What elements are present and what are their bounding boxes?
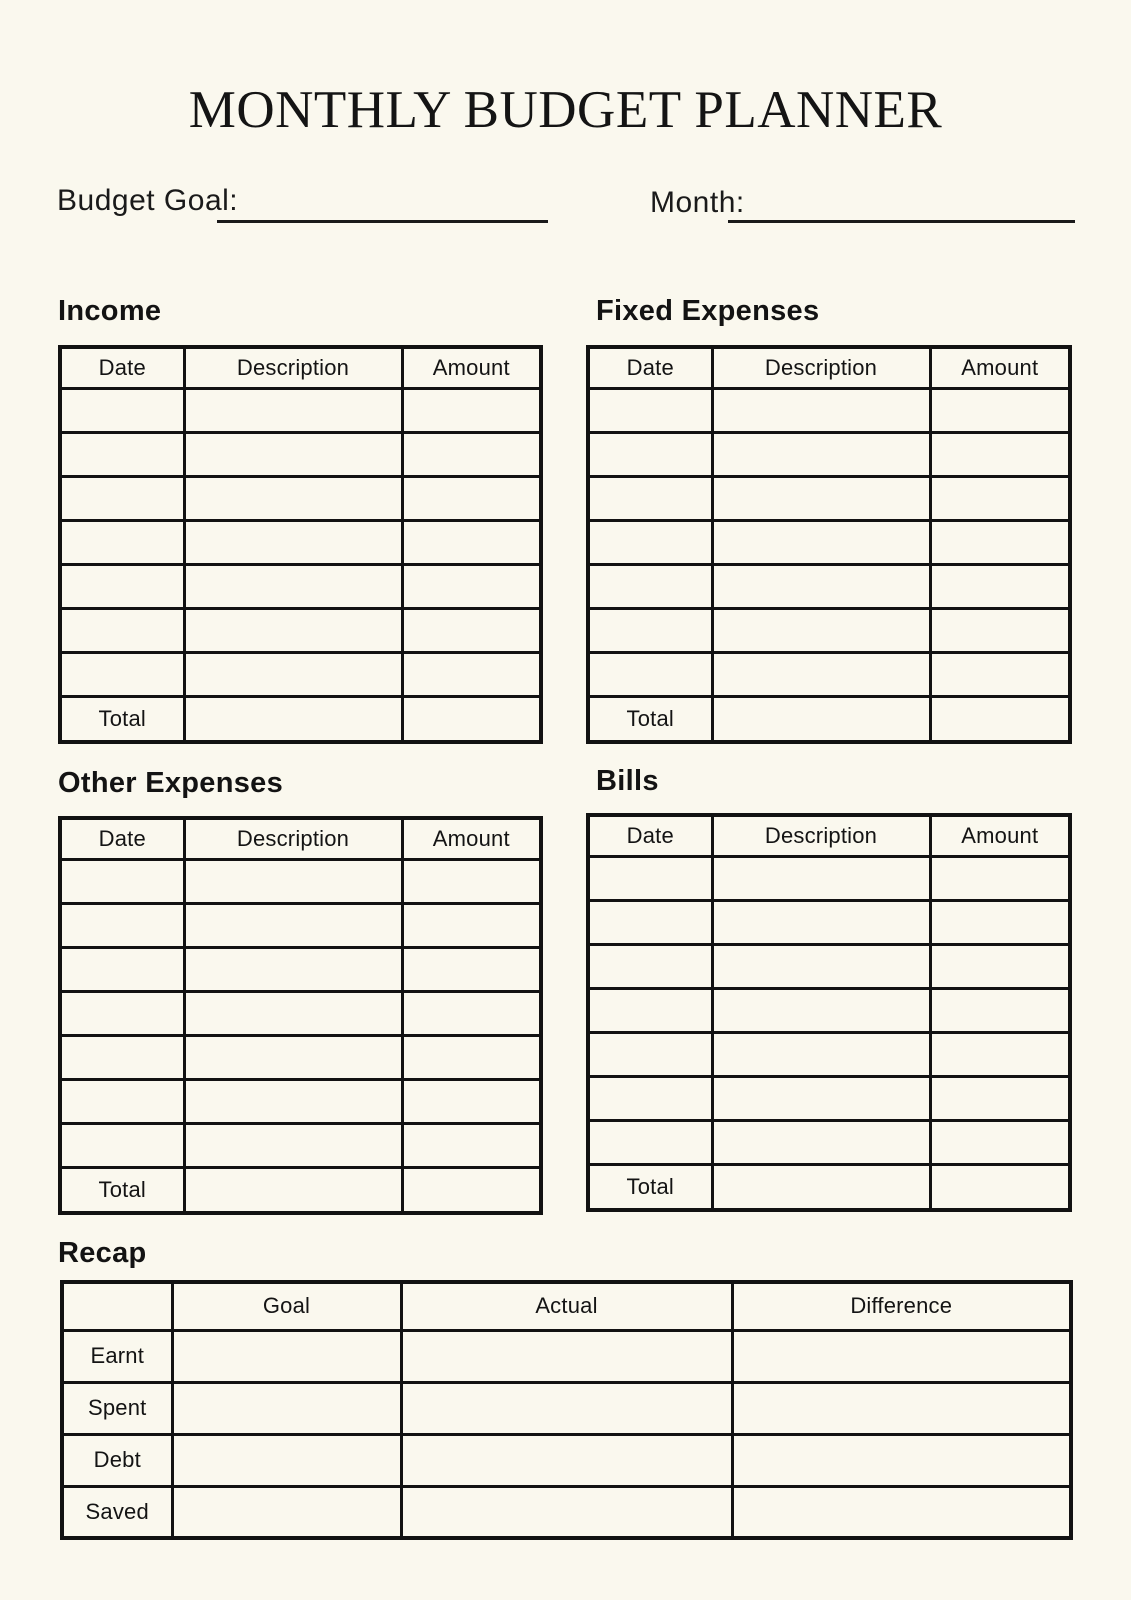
recap-corner-cell xyxy=(62,1282,172,1330)
income-col-description: Description xyxy=(184,347,402,388)
section-heading-bills: Bills xyxy=(596,765,659,797)
blank-cell xyxy=(588,944,712,988)
blank-cell xyxy=(184,903,402,947)
income-blank-row xyxy=(60,520,541,564)
blank-cell xyxy=(402,903,541,947)
blank-cell xyxy=(712,696,930,742)
recap-row-earnt xyxy=(62,1330,1071,1382)
blank-cell xyxy=(712,1164,930,1210)
section-heading-income: Income xyxy=(58,295,162,327)
bills-header-row xyxy=(588,815,1070,856)
fixed-expenses-col-amount: Amount xyxy=(930,347,1070,388)
blank-cell xyxy=(930,476,1070,520)
blank-cell xyxy=(60,859,184,903)
recap-row-label-earnt: Earnt xyxy=(62,1330,172,1382)
blank-cell xyxy=(588,1032,712,1076)
other-expenses-col-date: Date xyxy=(60,818,184,859)
other-expenses-blank-row xyxy=(60,991,541,1035)
blank-cell xyxy=(402,696,541,742)
other-expenses-total-label: Total xyxy=(60,1167,184,1213)
blank-cell xyxy=(712,476,930,520)
other-expenses-blank-row xyxy=(60,1123,541,1167)
blank-cell xyxy=(60,991,184,1035)
income-table xyxy=(58,345,543,744)
recap-table xyxy=(60,1280,1073,1540)
bills-blank-row xyxy=(588,1120,1070,1164)
blank-cell xyxy=(930,856,1070,900)
bills-blank-row xyxy=(588,944,1070,988)
blank-cell xyxy=(930,1076,1070,1120)
blank-cell xyxy=(712,520,930,564)
blank-cell xyxy=(402,1079,541,1123)
fixed-expenses-col-date: Date xyxy=(588,347,712,388)
recap-header-row xyxy=(62,1282,1071,1330)
other-expenses-blank-row xyxy=(60,903,541,947)
other-expenses-col-description: Description xyxy=(184,818,402,859)
bills-total-label: Total xyxy=(588,1164,712,1210)
blank-cell xyxy=(588,388,712,432)
other-expenses-blank-row xyxy=(60,1079,541,1123)
blank-cell xyxy=(402,1167,541,1213)
blank-cell xyxy=(930,1120,1070,1164)
blank-cell xyxy=(172,1434,401,1486)
blank-cell xyxy=(60,432,184,476)
blank-cell xyxy=(402,652,541,696)
income-total-row xyxy=(60,696,541,742)
blank-cell xyxy=(402,520,541,564)
blank-cell xyxy=(712,432,930,476)
blank-cell xyxy=(402,476,541,520)
blank-cell xyxy=(60,520,184,564)
blank-cell xyxy=(402,388,541,432)
blank-cell xyxy=(588,856,712,900)
blank-cell xyxy=(732,1382,1071,1434)
blank-cell xyxy=(60,476,184,520)
fixed-expenses-blank-row xyxy=(588,432,1070,476)
blank-cell xyxy=(402,564,541,608)
recap-col-difference: Difference xyxy=(732,1282,1071,1330)
fixed-expenses-blank-row xyxy=(588,520,1070,564)
income-blank-row xyxy=(60,476,541,520)
fixed-expenses-table xyxy=(586,345,1072,744)
income-col-date: Date xyxy=(60,347,184,388)
blank-cell xyxy=(712,944,930,988)
blank-cell xyxy=(184,991,402,1035)
blank-cell xyxy=(401,1434,732,1486)
section-heading-recap: Recap xyxy=(58,1237,147,1269)
income-blank-row xyxy=(60,564,541,608)
blank-cell xyxy=(732,1486,1071,1538)
budget-goal-blank-line xyxy=(217,220,548,223)
blank-cell xyxy=(60,1123,184,1167)
blank-cell xyxy=(172,1330,401,1382)
blank-cell xyxy=(930,1032,1070,1076)
blank-cell xyxy=(184,652,402,696)
page-title: MONTHLY BUDGET PLANNER xyxy=(188,81,943,139)
month-blank-line xyxy=(728,220,1075,223)
income-header-row xyxy=(60,347,541,388)
recap-row-saved xyxy=(62,1486,1071,1538)
blank-cell xyxy=(184,564,402,608)
income-col-amount: Amount xyxy=(402,347,541,388)
blank-cell xyxy=(712,988,930,1032)
blank-cell xyxy=(930,432,1070,476)
bills-table xyxy=(586,813,1072,1212)
income-blank-row xyxy=(60,652,541,696)
other-expenses-col-amount: Amount xyxy=(402,818,541,859)
blank-cell xyxy=(588,432,712,476)
fixed-expenses-blank-row xyxy=(588,388,1070,432)
blank-cell xyxy=(184,432,402,476)
bills-total-row xyxy=(588,1164,1070,1210)
blank-cell xyxy=(60,1079,184,1123)
blank-cell xyxy=(402,859,541,903)
blank-cell xyxy=(60,903,184,947)
blank-cell xyxy=(930,696,1070,742)
income-total-label: Total xyxy=(60,696,184,742)
blank-cell xyxy=(184,520,402,564)
fixed-expenses-blank-row xyxy=(588,564,1070,608)
section-heading-fixed-expenses: Fixed Expenses xyxy=(596,295,820,327)
fixed-expenses-col-description: Description xyxy=(712,347,930,388)
bills-col-amount: Amount xyxy=(930,815,1070,856)
blank-cell xyxy=(402,608,541,652)
blank-cell xyxy=(712,608,930,652)
blank-cell xyxy=(930,988,1070,1032)
bills-col-description: Description xyxy=(712,815,930,856)
other-expenses-blank-row xyxy=(60,859,541,903)
blank-cell xyxy=(930,564,1070,608)
blank-cell xyxy=(588,652,712,696)
recap-row-label-debt: Debt xyxy=(62,1434,172,1486)
blank-cell xyxy=(930,944,1070,988)
fixed-expenses-blank-row xyxy=(588,608,1070,652)
fixed-expenses-blank-row xyxy=(588,652,1070,696)
blank-cell xyxy=(402,947,541,991)
fixed-expenses-blank-row xyxy=(588,476,1070,520)
blank-cell xyxy=(732,1434,1071,1486)
budget-goal-label: Budget Goal: xyxy=(57,184,239,217)
blank-cell xyxy=(184,696,402,742)
blank-cell xyxy=(60,388,184,432)
blank-cell xyxy=(60,564,184,608)
blank-cell xyxy=(184,476,402,520)
blank-cell xyxy=(712,388,930,432)
recap-row-debt xyxy=(62,1434,1071,1486)
other-expenses-table xyxy=(58,816,543,1215)
blank-cell xyxy=(930,900,1070,944)
recap-row-label-spent: Spent xyxy=(62,1382,172,1434)
blank-cell xyxy=(588,988,712,1032)
blank-cell xyxy=(588,476,712,520)
recap-row-spent xyxy=(62,1382,1071,1434)
blank-cell xyxy=(930,388,1070,432)
blank-cell xyxy=(588,1076,712,1120)
fixed-expenses-total-row xyxy=(588,696,1070,742)
blank-cell xyxy=(712,1120,930,1164)
blank-cell xyxy=(184,859,402,903)
recap-row-label-saved: Saved xyxy=(62,1486,172,1538)
blank-cell xyxy=(588,900,712,944)
blank-cell xyxy=(732,1330,1071,1382)
blank-cell xyxy=(930,520,1070,564)
income-blank-row xyxy=(60,608,541,652)
blank-cell xyxy=(588,1120,712,1164)
blank-cell xyxy=(172,1486,401,1538)
blank-cell xyxy=(60,652,184,696)
blank-cell xyxy=(712,652,930,696)
blank-cell xyxy=(588,520,712,564)
blank-cell xyxy=(930,608,1070,652)
blank-cell xyxy=(401,1330,732,1382)
recap-col-goal: Goal xyxy=(172,1282,401,1330)
blank-cell xyxy=(712,1032,930,1076)
blank-cell xyxy=(712,856,930,900)
fixed-expenses-header-row xyxy=(588,347,1070,388)
blank-cell xyxy=(184,1167,402,1213)
blank-cell xyxy=(402,432,541,476)
blank-cell xyxy=(712,1076,930,1120)
bills-col-date: Date xyxy=(588,815,712,856)
blank-cell xyxy=(402,1123,541,1167)
blank-cell xyxy=(588,564,712,608)
blank-cell xyxy=(184,608,402,652)
blank-cell xyxy=(401,1486,732,1538)
bills-blank-row xyxy=(588,1032,1070,1076)
section-heading-other-expenses: Other Expenses xyxy=(58,767,284,799)
bills-blank-row xyxy=(588,900,1070,944)
blank-cell xyxy=(60,608,184,652)
income-blank-row xyxy=(60,432,541,476)
other-expenses-blank-row xyxy=(60,947,541,991)
blank-cell xyxy=(184,1123,402,1167)
other-expenses-blank-row xyxy=(60,1035,541,1079)
blank-cell xyxy=(712,564,930,608)
income-blank-row xyxy=(60,388,541,432)
blank-cell xyxy=(712,900,930,944)
recap-col-actual: Actual xyxy=(401,1282,732,1330)
blank-cell xyxy=(60,1035,184,1079)
blank-cell xyxy=(588,608,712,652)
blank-cell xyxy=(172,1382,401,1434)
blank-cell xyxy=(401,1382,732,1434)
blank-cell xyxy=(402,1035,541,1079)
blank-cell xyxy=(184,947,402,991)
bills-blank-row xyxy=(588,988,1070,1032)
blank-cell xyxy=(402,991,541,1035)
month-label: Month: xyxy=(650,186,745,219)
blank-cell xyxy=(930,652,1070,696)
other-expenses-total-row xyxy=(60,1167,541,1213)
bills-blank-row xyxy=(588,856,1070,900)
other-expenses-header-row xyxy=(60,818,541,859)
blank-cell xyxy=(184,388,402,432)
bills-blank-row xyxy=(588,1076,1070,1120)
blank-cell xyxy=(184,1035,402,1079)
blank-cell xyxy=(930,1164,1070,1210)
blank-cell xyxy=(60,947,184,991)
blank-cell xyxy=(184,1079,402,1123)
fixed-expenses-total-label: Total xyxy=(588,696,712,742)
